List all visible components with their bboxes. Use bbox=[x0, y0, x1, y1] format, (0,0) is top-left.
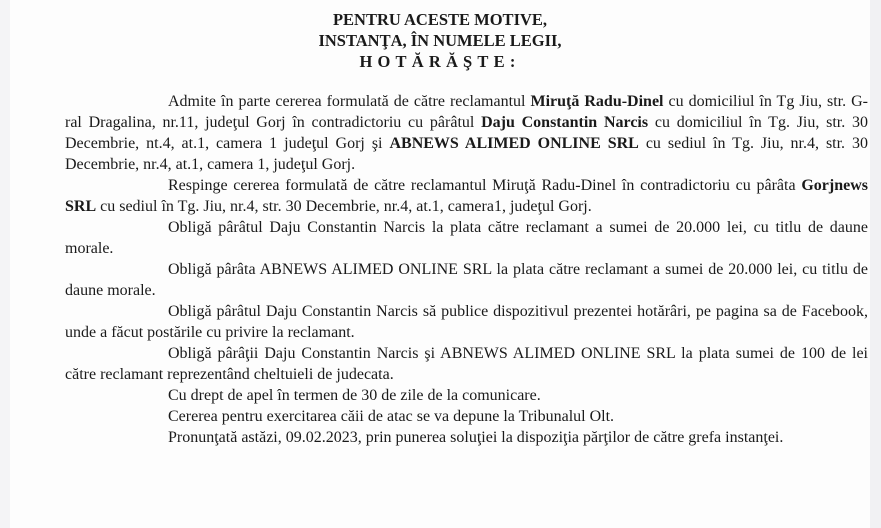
heading-line-1: PENTRU ACESTE MOTIVE, bbox=[332, 10, 548, 29]
paragraph-obliga-2: Obligă pârâta ABNEWS ALIMED ONLINE SRL la plata către reclamant a sumei de 20.000 lei, cu titlu de daune morale. bbox=[65, 261, 868, 299]
heading-line-2: INSTANŢA, ÎN NUMELE LEGII, bbox=[318, 31, 562, 50]
paragraph-pronuntata: Pronunţată astăzi, 09.02.2023, prin punerea soluţiei la dispoziţia părţilor de către grefa instanţei. bbox=[168, 429, 784, 446]
paragraph-obliga-3: Obligă pârâtul Daju Constantin Narcis să publice dispozitivul prezentei hotărâri, pe pagina sa de Facebook, unde a făcut postările cu privire la reclamant. bbox=[65, 303, 868, 341]
claimant-name: Miruţă Radu-Dinel bbox=[530, 93, 664, 110]
paragraph-respinge bbox=[65, 175, 868, 217]
heading-line-3: HOTĂRĂŞTE: bbox=[359, 52, 521, 71]
text-span: cu domiciliul în Tg. Jiu, str. 30 Decembrie, nt.4, at.1, camera 1 judeţul Gorj şi bbox=[65, 114, 869, 152]
defendant-company-name: ABNEWS ALIMED ONLINE SRL bbox=[389, 135, 639, 152]
text-span: cu sediul în Tg. Jiu, nr.4, str. 30 Decembrie, nr.4, at.1, camera 1, judeţul Gorj. bbox=[65, 135, 869, 173]
paragraph-cale-atac: Cererea pentru exercitarea căii de atac se va depune la Tribunalul Olt. bbox=[168, 408, 615, 425]
text-span: cu domiciliul în Tg Jiu, str. G-ral Dragalina, nr.11, judeţul Gorj în contradictoriu cu pârâtul bbox=[65, 93, 869, 131]
page-edge bbox=[870, 0, 881, 528]
text-span: cu sediul în Tg. Jiu, nr.4, str. 30 Decembrie, nr.4, at.1, camera1, judeţul Gorj. bbox=[96, 198, 592, 215]
defendant-name: Daju Constantin Narcis bbox=[481, 114, 649, 131]
ruling-body bbox=[65, 91, 868, 448]
paragraph-obliga-4: Obligă pârâţii Daju Constantin Narcis şi ABNEWS ALIMED ONLINE SRL la plata sumei de 100 de lei către reclamant reprezentând cheltuieli de judecata. bbox=[65, 345, 868, 383]
paragraph-admite bbox=[65, 91, 868, 175]
paragraph-obliga-1: Obligă pârâtul Daju Constantin Narcis la plata către reclamant a sumei de 20.000 lei, cu titlu de daune morale. bbox=[65, 219, 868, 257]
defendant-company-name: Gorjnews SRL bbox=[65, 177, 868, 215]
ruling-heading bbox=[10, 9, 870, 72]
text-span: Admite în parte cererea formulată de către reclamantul bbox=[168, 93, 531, 110]
paragraph-apel: Cu drept de apel în termen de 30 de zile de la comunicare. bbox=[168, 387, 541, 404]
text-span: Respinge cererea formulată de către reclamantul Miruţă Radu-Dinel în contradictoriu cu pârâta bbox=[168, 177, 802, 194]
